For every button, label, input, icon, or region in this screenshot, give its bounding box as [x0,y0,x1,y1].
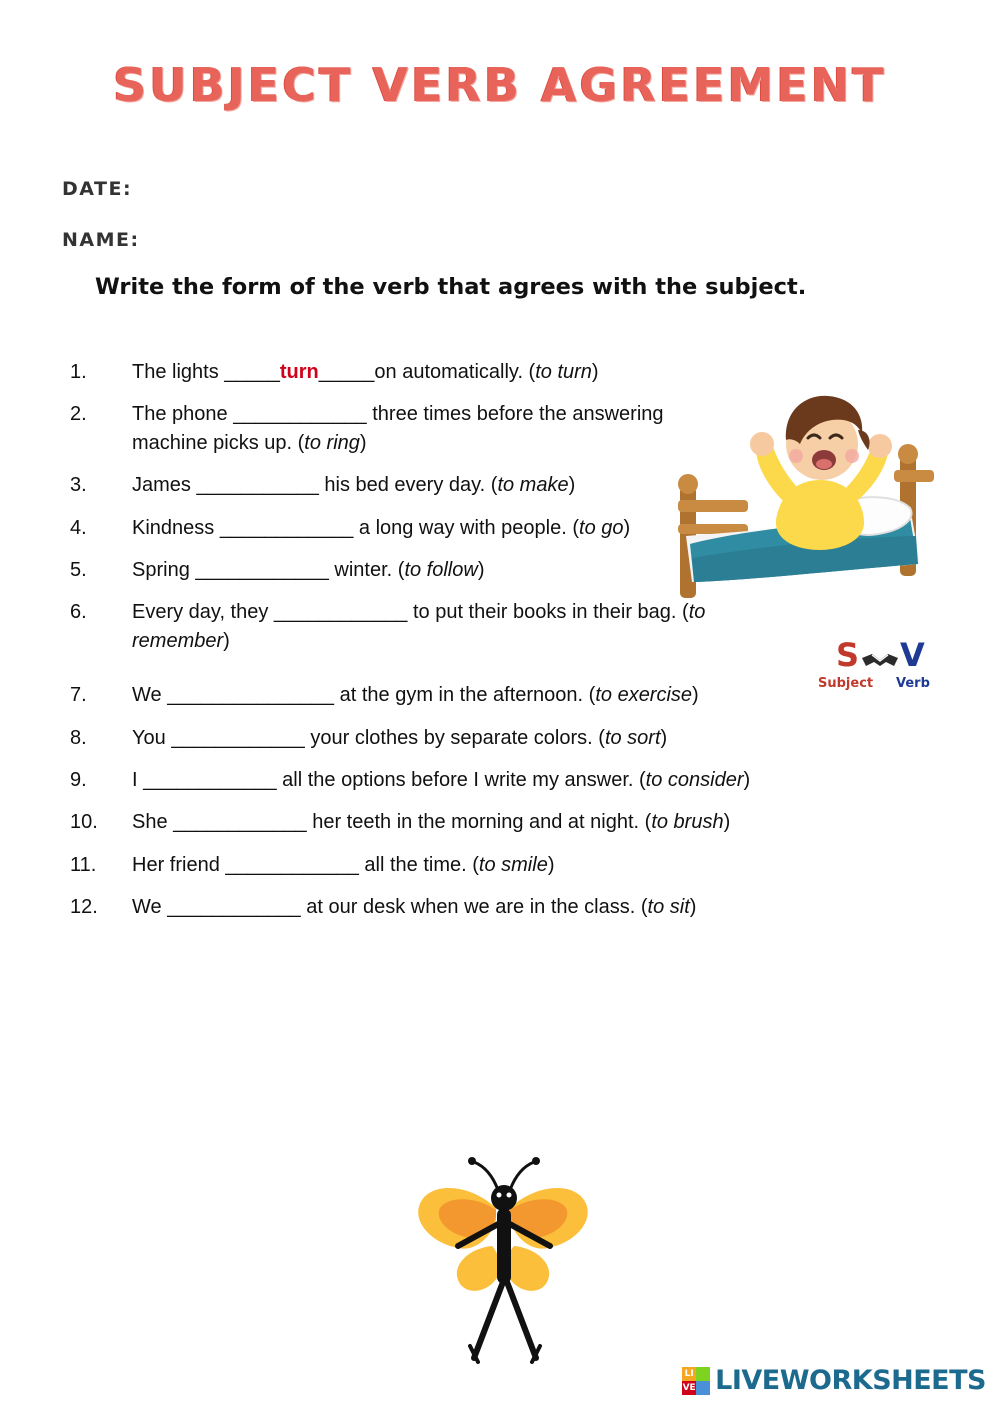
logo-squares-icon [682,1367,710,1395]
answer-blank[interactable]: _______________ [167,684,335,707]
verb-hint: to smile [478,853,548,876]
verb-hint: to go [579,516,624,539]
question-number: 8. [70,726,87,749]
question-post: at the gym in the afternoon. ( [334,684,596,707]
question-number: 11. [70,853,97,876]
question-close: ) [568,474,576,497]
verb-hint: to follow [404,558,478,581]
question-pre: James [132,474,197,497]
question-number: 10. [70,811,98,834]
answer-blank[interactable]: ____________ [233,403,367,426]
question-close: ) [359,431,367,454]
question-number: 9. [70,768,87,791]
question-post: to put their books in their bag. ( [407,601,689,624]
question-item-2 [70,400,950,457]
question-text [132,514,732,542]
question-list [70,358,950,935]
logo-letter-v: V [900,636,925,674]
question-number: 12. [70,896,98,919]
question-pre: I [132,768,144,791]
question-pre: You [132,726,172,749]
question-close: ) [743,768,751,791]
logo-letter-s: S [836,636,860,674]
name-label: NAME: [62,229,140,251]
question-pre: Every day, they [132,601,274,624]
question-item-3 [70,471,950,499]
question-pre: Spring [132,558,196,581]
question-post: all the time. ( [358,853,479,876]
butterfly-illustration [400,1150,610,1365]
question-text [132,808,950,836]
question-pre: She [132,811,174,834]
question-item-4 [70,514,950,542]
answer-blank[interactable]: ____________ [225,853,359,876]
verb-hint: to sort [604,726,661,749]
liveworksheets-logo[interactable] [682,1365,986,1396]
question-text [132,893,950,921]
question-pre: We [132,896,168,919]
verb-hint: to ring [304,431,360,454]
verb-hint: to make [497,474,569,497]
question-item-1 [70,358,950,386]
answer-blank[interactable]: ____________ [195,558,329,581]
question-number: 7. [70,684,87,707]
student-answer[interactable]: turn [279,361,319,383]
question-text [132,471,732,499]
question-number: 2. [70,403,87,426]
question-item-11 [70,851,950,879]
logo-caption-verb: Verb [896,676,930,691]
question-text [132,851,950,879]
question-post: your clothes by separate colors. ( [304,726,605,749]
question-number: 6. [70,601,87,624]
question-item-5 [70,556,950,584]
question-pre: The lights [132,361,225,383]
question-pre: Her friend [132,853,226,876]
logo-wordmark: LIVEWORKSHEETS [715,1365,986,1396]
verb-hint: to exercise [595,684,693,707]
date-label: DATE: [62,178,133,200]
verb-hint: to sit [647,896,690,919]
question-item-12 [70,893,950,921]
question-item-10 [70,808,950,836]
question-post: three times before the answering machine picks up. ( [132,403,664,454]
answer-blank[interactable]: ____________ [273,601,408,624]
verb-hint: to consider [645,768,744,791]
question-text [132,598,732,655]
verb-hint: to brush [651,811,724,834]
question-text [132,400,732,457]
question-text [132,766,950,794]
question-pre: We [132,684,168,707]
question-number: 3. [70,474,87,497]
question-close: ) [692,684,699,707]
answer-blank-before: _____ [224,361,280,383]
question-number: 4. [70,516,87,539]
question-item-9 [70,766,950,794]
instruction-text: Write the form of the verb that agrees with the subject. [95,274,807,300]
question-post: her teeth in the morning and at night. ( [306,811,652,834]
answer-blank[interactable]: ____________ [171,726,305,749]
question-close: ) [723,811,731,834]
answer-blank[interactable]: ____________ [143,768,277,791]
logo-square-green [696,1367,710,1381]
logo-caption-subject: Subject [818,676,874,691]
question-item-8 [70,724,950,752]
question-post: a long way with people. ( [353,516,580,539]
question-post: on automatically. ( [374,361,536,383]
question-post: all the options before I write my answer. ( [276,768,646,791]
answer-blank[interactable]: ____________ [173,811,307,834]
verb-hint: to turn [535,361,592,383]
question-text [132,358,732,386]
question-post: at our desk when we are in the class. ( [300,896,648,919]
question-text [132,556,732,584]
answer-blank[interactable]: ____________ [219,516,354,539]
logo-square-ve: VE [682,1382,696,1393]
question-close: ) [547,853,555,876]
page-title: SUBJECT VERB AGREEMENT [113,58,887,112]
question-pre: The phone [132,403,234,426]
logo-square-li: LI [682,1367,696,1381]
answer-blank-after: _____ [318,361,375,383]
verb-hint: to remember [132,601,706,652]
question-close: ) [623,516,631,539]
question-number: 1. [70,361,87,383]
question-close: ) [477,558,485,581]
question-text [132,681,950,709]
question-close: ) [223,629,230,652]
question-post: winter. ( [328,558,405,581]
question-pre: Kindness [132,516,220,539]
question-close: ) [660,726,668,749]
logo-square-blue [696,1381,710,1395]
question-text [132,724,950,752]
question-post: his bed every day. ( [318,474,498,497]
question-number: 5. [70,558,87,581]
question-close: ) [689,896,697,919]
answer-blank[interactable]: ____________ [167,896,301,919]
answer-blank[interactable]: ___________ [196,474,319,497]
question-item-6 [70,598,950,655]
question-close: ) [591,361,599,383]
question-item-7 [70,681,950,709]
